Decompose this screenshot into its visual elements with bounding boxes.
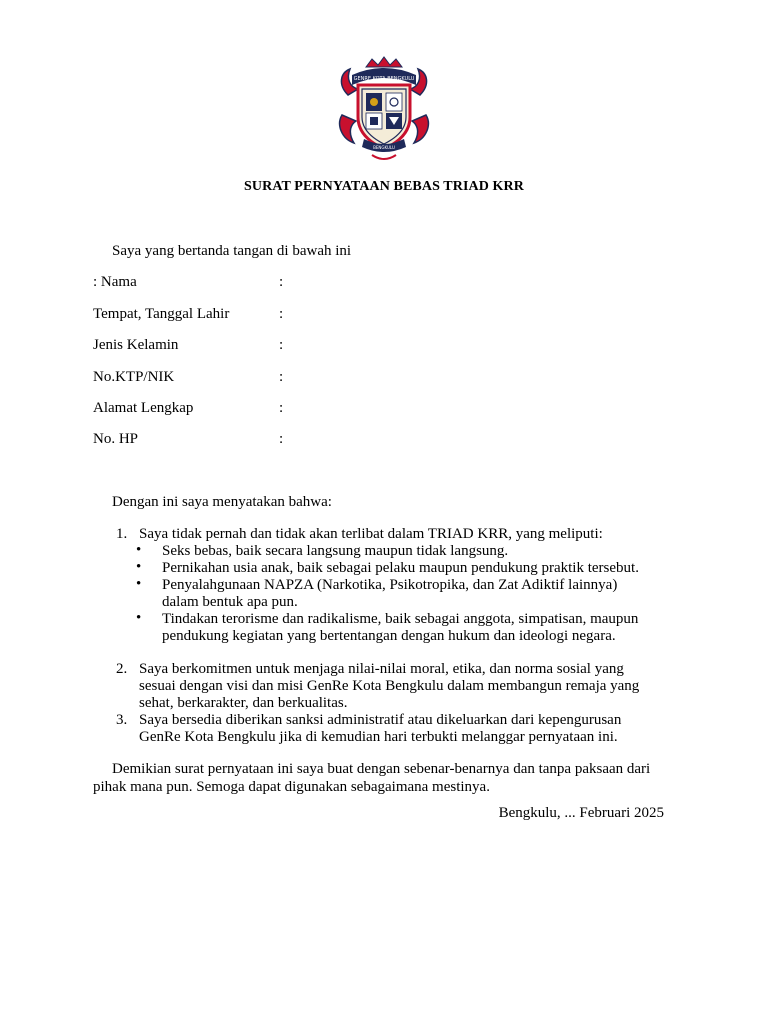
bullet-item: Tindakan terorisme dan radikalisme, baik sebagai anggota, simpatisan, maupun pendukung kegiatan yang bertentangan dengan hukum dan ideologi negara. — [162, 611, 639, 644]
field-jenis-kelamin — [93, 337, 393, 357]
field-colon: : — [279, 369, 284, 385]
field-tempat-tanggal-lahir — [93, 306, 393, 326]
field-colon: : — [279, 306, 284, 322]
bullet-icon: • — [136, 542, 142, 558]
bullet-icon: • — [136, 576, 142, 592]
field-label: Tempat, Tanggal Lahir — [93, 306, 230, 322]
field-label: Alamat Lengkap — [93, 400, 194, 416]
field-colon: : — [279, 337, 284, 353]
list-number: 1. — [116, 526, 128, 542]
logo-top-banner: GENRE KOTA BENGKULU — [353, 76, 415, 82]
list-item-text: Saya bersedia diberikan sanksi administratif atau dikeluarkan dari kepengurusan GenRe Kota Bengkulu jika di kemudian hari terbukti melanggar pernyataan ini. — [139, 712, 622, 745]
list-item-text: Saya tidak pernah dan tidak akan terlibat dalam TRIAD KRR, yang meliputi: — [139, 526, 603, 542]
place-date: Bengkulu, ... Februari 2025 — [498, 805, 664, 821]
bullet-icon: • — [136, 559, 142, 575]
field-no-hp — [93, 431, 393, 451]
field-nama — [93, 274, 393, 294]
field-label: Jenis Kelamin — [93, 337, 179, 353]
field-label: : Nama — [93, 274, 137, 290]
logo-bottom-banner: BENGKULU — [373, 145, 395, 150]
document-title: SURAT PERNYATAAN BEBAS TRIAD KRR — [244, 179, 524, 194]
closing-paragraph — [93, 760, 683, 796]
list-number: 2. — [116, 661, 128, 677]
field-label: No. HP — [93, 431, 139, 447]
field-colon: : — [279, 400, 284, 416]
field-ktp-nik — [93, 369, 393, 389]
field-label: No.KTP/NIK — [93, 369, 175, 385]
closing-text: Demikian surat pernyataan ini saya buat dengan sebenar-benarnya dan tanpa paksaan dari pihak mana pun. Semoga dapat digunakan sebagaimana mestinya. — [93, 761, 651, 795]
bullet-item: Penyalahgunaan NAPZA (Narkotika, Psikotropika, dan Zat Adiktif lainnya) dalam bentuk apa pun. — [162, 577, 618, 610]
bullet-item: Seks bebas, baik secara langsung maupun tidak langsung. — [162, 543, 509, 559]
field-colon: : — [279, 431, 284, 447]
list-item-text: Saya berkomitmen untuk menjaga nilai-nilai moral, etika, dan norma sosial yang sesuai dengan visi dan misi GenRe Kota Bengkulu dalam membangun remaja yang sehat, berkarakter, dan berkualitas. — [139, 661, 640, 711]
bullet-item: Pernikahan usia anak, baik sebagai pelaku maupun pendukung praktik tersebut. — [162, 560, 639, 576]
genre-crest-logo — [336, 55, 432, 163]
field-colon: : — [279, 274, 284, 290]
declaration-intro: Dengan ini saya menyatakan bahwa: — [112, 494, 332, 510]
intro-text: Saya yang bertanda tangan di bawah ini — [112, 243, 352, 259]
bullet-icon: • — [136, 610, 142, 626]
field-alamat-lengkap — [93, 400, 393, 420]
list-number: 3. — [116, 712, 128, 728]
